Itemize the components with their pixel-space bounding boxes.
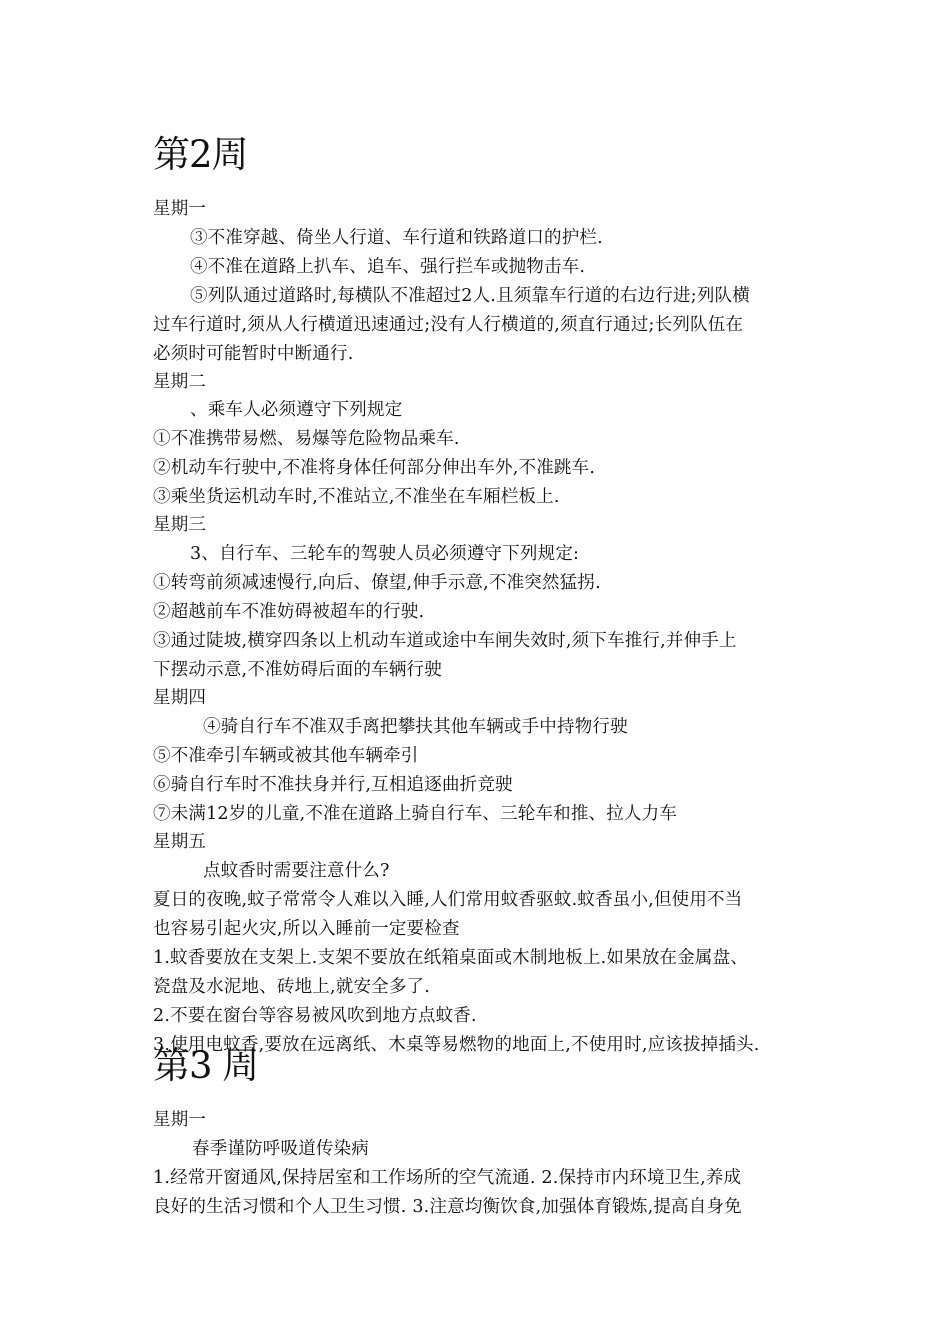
paragraph-line: ②超越前车不准妨碍被超车的行驶.	[153, 602, 425, 622]
paragraph-line: 夏日的夜晚,蚊子常常令人难以入睡,人们常用蚊香驱蚊.蚊香虽小,但使用不当	[153, 890, 743, 910]
paragraph-line: 点蚊香时需要注意什么?	[203, 861, 390, 881]
week2-thursday-label: 星期四	[153, 688, 207, 708]
paragraph-line: 也容易引起火灾,所以入睡前一定要检查	[153, 919, 460, 939]
paragraph-line: ⑤列队通过道路时,每横队不准超过2人.且须靠车行道的右边行进;列队横	[190, 286, 750, 306]
paragraph-line: 1.蚊香要放在支架上.支架不要放在纸箱桌面或木制地板上.如果放在金属盘、	[153, 948, 749, 968]
week3-monday-label: 星期一	[153, 1110, 207, 1130]
paragraph-line: ①转弯前须减速慢行,向后、僚望,伸手示意,不准突然猛拐.	[153, 573, 601, 593]
paragraph-line: 2.不要在窗台等容易被风吹到地方点蚊香.	[153, 1006, 477, 1026]
week2-wednesday-label: 星期三	[153, 515, 207, 535]
paragraph-line: ⑦未满12岁的儿童,不准在道路上骑自行车、三轮车和推、拉人力车	[153, 804, 678, 824]
paragraph-line: 1.经常开窗通风,保持居室和工作场所的空气流通. 2.保持市内环境卫生,养成	[153, 1168, 742, 1188]
week2-monday-label: 星期一	[153, 199, 207, 219]
paragraph-line: ①不准携带易燃、易爆等危险物品乘车.	[153, 429, 460, 449]
paragraph-line: ②机动车行驶中,不准将身体任何部分伸出车外,不准跳车.	[153, 458, 596, 478]
paragraph-line: 春季谨防呼吸道传染病	[192, 1139, 369, 1159]
week2-title: 第2周	[153, 133, 248, 176]
paragraph-line: ④不准在道路上扒车、追车、强行拦车或抛物击车.	[190, 257, 586, 277]
week3-title: 第3 周	[153, 1044, 259, 1087]
paragraph-line: 下摆动示意,不准妨碍后面的车辆行驶	[153, 660, 442, 680]
paragraph-line: 良好的生活习惯和个人卫生习惯. 3.注意均衡饮食,加强体育锻炼,提高自身免	[153, 1197, 742, 1217]
paragraph-line: 过车行道时,须从人行横道迅速通过;没有人行横道的,须直行通过;长列队伍在	[153, 315, 744, 335]
paragraph-line: 瓷盘及水泥地、砖地上,就安全多了.	[153, 977, 431, 997]
paragraph-line: ⑤不准牵引车辆或被其他车辆牵引	[153, 746, 419, 766]
week2-friday-label: 星期五	[153, 832, 207, 852]
paragraph-line: ③乘坐货运机动车时,不准站立,不准坐在车厢栏板上.	[153, 487, 560, 507]
week2-tuesday-label: 星期二	[153, 372, 207, 392]
paragraph-line: 必须时可能暂时中断通行.	[153, 344, 354, 364]
paragraph-line: ⑥骑自行车时不准扶身并行,互相追逐曲折竞驶	[153, 775, 513, 795]
paragraph-line: ③不准穿越、倚坐人行道、车行道和铁路道口的护栏.	[190, 228, 603, 248]
paragraph-line: 3、自行车、三轮车的驾驶人员必须遵守下列规定:	[190, 544, 580, 564]
paragraph-line: ④骑自行车不准双手离把攀扶其他车辆或手中持物行驶	[203, 717, 628, 737]
paragraph-line: 3.使用电蚊香,要放在远离纸、木桌等易燃物的地面上,不使用时,应该拔掉插头.	[153, 1035, 760, 1055]
paragraph-line: 、乘车人必须遵守下列规定	[190, 400, 403, 420]
paragraph-line: ③通过陡坡,横穿四条以上机动车道或途中车闸失效时,须下车推行,并伸手上	[153, 631, 737, 651]
